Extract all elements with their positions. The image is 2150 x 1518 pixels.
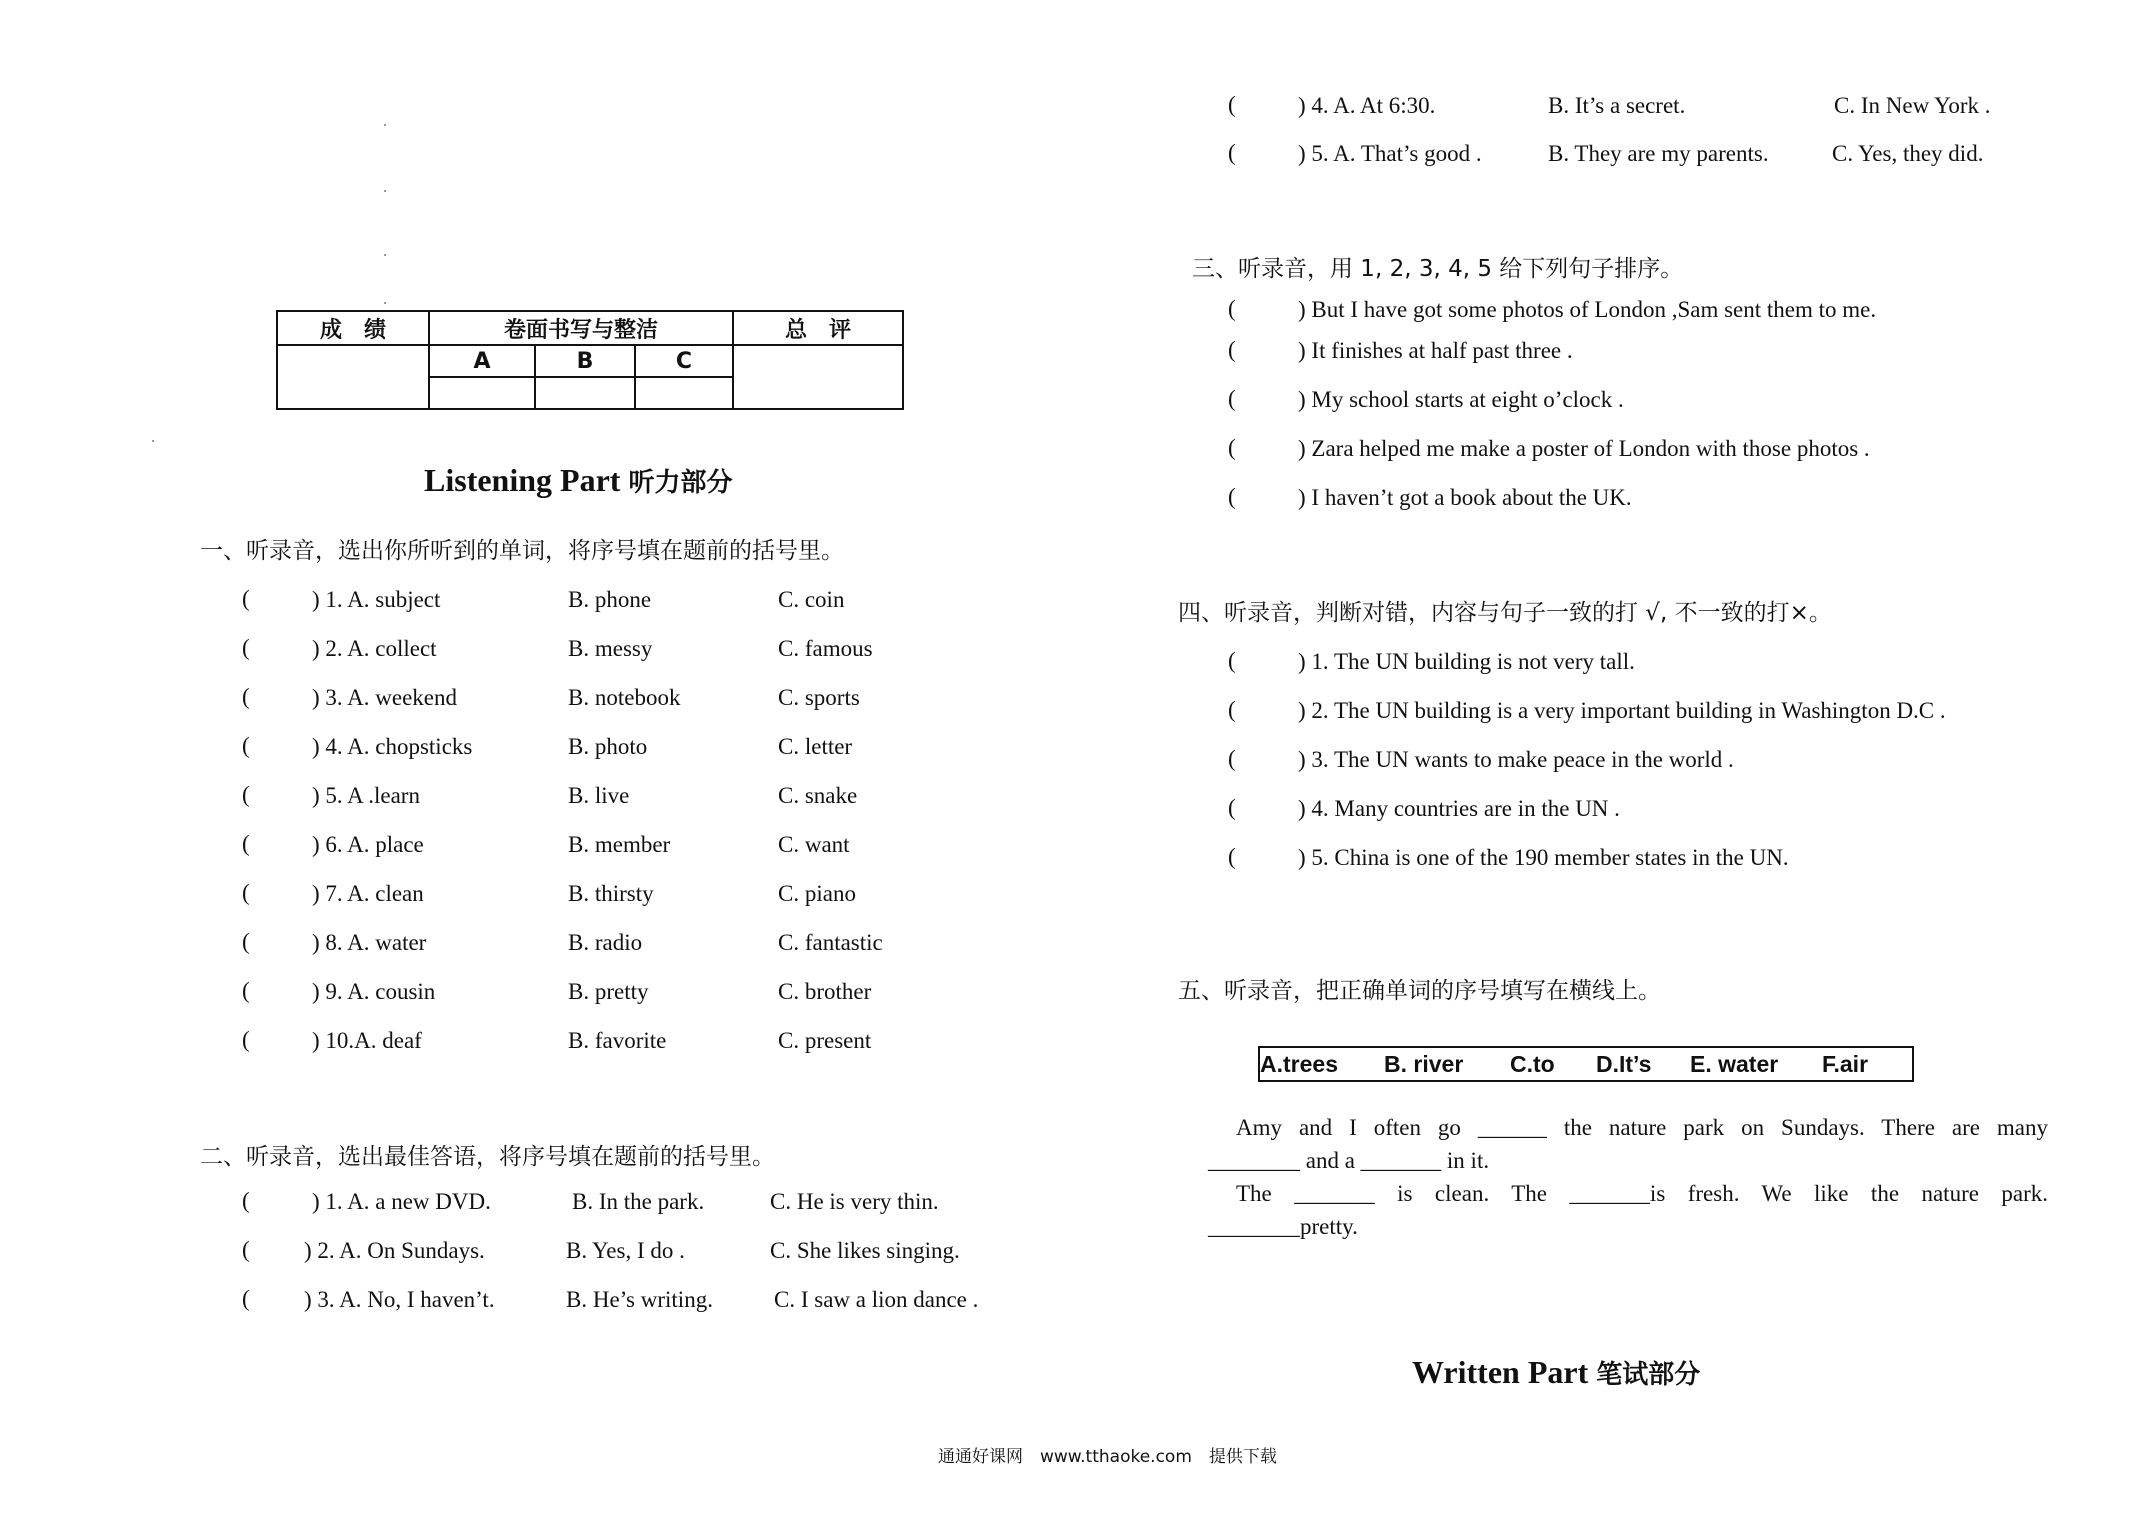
grade-b-header: B [535,345,635,377]
option-b: B. notebook [568,685,681,710]
option-b: B. photo [568,734,648,759]
q4-instruction: 四、听录音，判断对错，内容与句子一致的打 √, 不一致的打×。 [1178,600,1832,626]
answer-bracket[interactable]: ( [242,782,250,807]
answer-bracket[interactable]: ( [242,586,250,611]
option-a: ) 4. A. At 6:30. [1298,93,1436,118]
answer-bracket[interactable]: ( [242,929,250,954]
answer-bracket[interactable]: ( [1228,795,1236,820]
score-cell [277,345,429,409]
option-b: B. radio [568,930,643,955]
option-a: ) 5. A. That’s good . [1298,141,1482,166]
answer-bracket[interactable]: ( [242,1027,250,1052]
written-title [1412,1354,1700,1391]
option-c: C. sports [778,685,860,710]
option-a: ) 6. A. place [312,832,424,857]
option-c: C. present [778,1028,872,1053]
word-option: B. river [1384,1051,1464,1077]
word-option: C.to [1510,1051,1555,1077]
overall-header: 总 评 [733,311,903,345]
listening-title-cn: 听力部分 [628,468,733,498]
option-b: B. In the park. [572,1189,705,1214]
option-a: ) 8. A. water [312,930,427,955]
answer-bracket[interactable]: ( [242,733,250,758]
answer-bracket[interactable]: ( [1228,140,1236,165]
option-c: C. In New York . [1834,93,1991,118]
option-c: C. coin [778,587,845,612]
score-header: 成 绩 [277,311,429,345]
option-b: B. Yes, I do . [566,1238,685,1263]
option-b: B. thirsty [568,881,654,906]
cloze-line: Amy and I often go ______ the nature park on Sundays. There are many [1236,1115,2048,1140]
option-a: ) 1. A. a new DVD. [312,1189,491,1214]
written-title-en: Written Part [1412,1354,1589,1390]
listening-title [424,462,732,499]
cloze-line: The _______ is clean. The _______is fresh. We like the nature park. [1236,1181,2048,1206]
sentence-item: ) It finishes at half past three . [1298,338,1573,363]
grade-b-cell [535,377,635,409]
option-a: ) 2. A. On Sundays. [304,1238,485,1263]
option-a: ) 3. A. weekend [312,685,457,710]
answer-bracket[interactable]: ( [1228,386,1236,411]
option-b: B. messy [568,636,653,661]
grade-c-header: C [635,345,733,377]
written-title-cn: 笔试部分 [1596,1360,1701,1390]
sentence-item: ) But I have got some photos of London ,Sam sent them to me. [1298,297,1877,322]
sentence-item: ) I haven’t got a book about the UK. [1298,485,1632,510]
grade-c-cell [635,377,733,409]
word-option: D.It’s [1596,1051,1652,1077]
answer-bracket[interactable]: ( [1228,648,1236,673]
option-c: C. snake [778,783,858,808]
sentence-item: ) 2. The UN building is a very important building in Washington D.C . [1298,698,1946,723]
word-option: A.trees [1260,1051,1338,1077]
sentence-item: ) 1. The UN building is not very tall. [1298,649,1635,674]
overall-cell [733,345,903,409]
option-a: ) 10.A. deaf [312,1028,422,1053]
answer-bracket[interactable]: ( [242,684,250,709]
sentence-item: ) Zara helped me make a poster of London with those photos . [1298,436,1870,461]
option-b: B. phone [568,587,652,612]
option-a: ) 3. A. No, I haven’t. [304,1287,495,1312]
footer-source: 通通好课网 www.tthaoke.com 提供下载 [938,1447,1277,1467]
option-a: ) 5. A .learn [312,783,420,808]
word-option: F.air [1822,1051,1869,1077]
word-option: E. water [1690,1051,1779,1077]
q1-instruction: 一、听录音，选出你所听到的单词，将序号填在题前的括号里。 [200,538,844,564]
sentence-item: ) My school starts at eight o’clock . [1298,387,1624,412]
option-b: B. live [568,783,630,808]
answer-bracket[interactable]: ( [242,1237,250,1262]
sentence-item: ) 5. China is one of the 190 member states in the UN. [1298,845,1789,870]
option-b: B. He’s writing. [566,1287,713,1312]
answer-bracket[interactable]: ( [1228,844,1236,869]
option-b: B. They are my parents. [1548,141,1769,166]
option-a: ) 2. A. collect [312,636,437,661]
q3-instruction: 三、听录音，用 1, 2, 3, 4, 5 给下列句子排序。 [1192,256,1684,282]
option-c: C. Yes, they did. [1832,141,1984,166]
option-c: C. piano [778,881,856,906]
option-c: C. I saw a lion dance . [774,1287,979,1312]
listening-title-en: Listening Part [424,462,621,498]
sentence-item: ) 3. The UN wants to make peace in the world . [1298,747,1734,772]
answer-bracket[interactable]: ( [1228,435,1236,460]
option-a: ) 7. A. clean [312,881,424,906]
score-table [276,310,904,410]
word-bank [1258,1046,1914,1082]
cloze-line: ________ and a _______ in it. [1208,1148,1490,1173]
answer-bracket[interactable]: ( [1228,337,1236,362]
cloze-passage [1208,1111,2048,1243]
option-b: B. It’s a secret. [1548,93,1686,118]
option-c: C. letter [778,734,853,759]
answer-bracket[interactable]: ( [1228,697,1236,722]
answer-bracket[interactable]: ( [1228,484,1236,509]
grade-a-header: A [429,345,535,377]
handwriting-header: 卷面书写与整洁 [429,311,733,345]
answer-bracket[interactable]: ( [242,1286,250,1311]
cloze-line: ________pretty. [1208,1214,1358,1239]
option-b: B. pretty [568,979,649,1004]
option-c: C. He is very thin. [770,1189,939,1214]
option-c: C. famous [778,636,873,661]
q2-instruction: 二、听录音，选出最佳答语，将序号填在题前的括号里。 [200,1144,775,1170]
option-c: C. fantastic [778,930,883,955]
answer-bracket[interactable]: ( [1228,746,1236,771]
option-a: ) 9. A. cousin [312,979,436,1004]
answer-bracket[interactable]: ( [242,880,250,905]
option-b: B. member [568,832,671,857]
option-c: C. brother [778,979,872,1004]
option-c: C. want [778,832,850,857]
answer-bracket[interactable]: ( [1228,296,1236,321]
answer-bracket[interactable]: ( [242,635,250,660]
q5-instruction: 五、听录音，把正确单词的序号填写在横线上。 [1178,978,1661,1004]
answer-bracket[interactable]: ( [242,1188,250,1213]
grade-a-cell [429,377,535,409]
option-a: ) 1. A. subject [312,587,441,612]
option-c: C. She likes singing. [770,1238,960,1263]
answer-bracket[interactable]: ( [242,831,250,856]
sentence-item: ) 4. Many countries are in the UN . [1298,796,1620,821]
option-a: ) 4. A. chopsticks [312,734,473,759]
answer-bracket[interactable]: ( [1228,92,1236,117]
answer-bracket[interactable]: ( [242,978,250,1003]
option-b: B. favorite [568,1028,667,1053]
